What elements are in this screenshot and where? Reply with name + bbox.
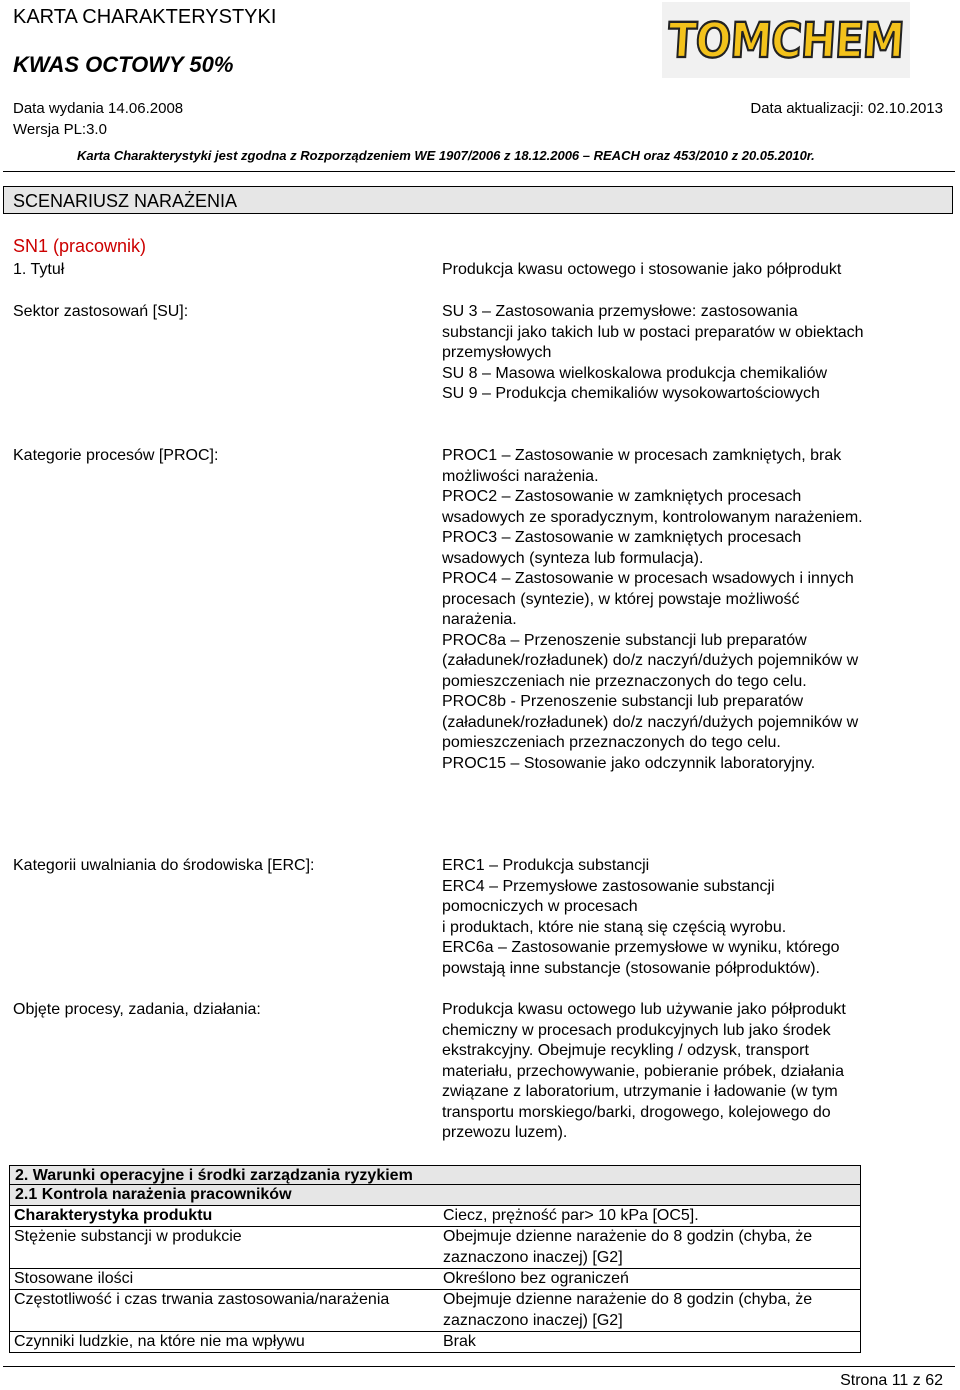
regulation-note: Karta Charakterystyki jest zgodna z Rozporządzeniem WE 1907/2006 z 18.12.2006 – REACH oraz 453/2010 z 20.05.2010r. — [77, 148, 815, 163]
table-row — [9, 1332, 861, 1353]
table-cell-value: Określono bez ograniczeń — [443, 1270, 629, 1287]
conditions-table — [9, 1206, 861, 1353]
company-logo — [662, 2, 910, 78]
header-rule — [3, 171, 955, 172]
table-row — [9, 1290, 861, 1332]
row-label: Objęte procesy, zadania, działania: — [13, 1001, 261, 1018]
version: Wersja PL:3.0 — [13, 121, 107, 138]
table-cell-value: Obejmuje dzienne narażenie do 8 godzin (chyba, że zaznaczono inaczej) [G2] — [443, 1228, 813, 1266]
section-2-1-heading: 2.1 Kontrola narażenia pracowników — [9, 1185, 861, 1206]
table-cell-value: Ciecz, prężność par> 10 kPa [OC5]. — [443, 1207, 699, 1224]
table-row — [9, 1206, 861, 1227]
section-title: SCENARIUSZ NARAŻENIA — [3, 186, 953, 214]
table-cell-label: Stosowane ilości — [14, 1270, 134, 1287]
row-label: Kategorie procesów [PROC]: — [13, 447, 219, 464]
row-value: Produkcja kwasu octowego i stosowanie jako półprodukt — [442, 261, 842, 278]
table-row — [9, 1269, 861, 1290]
document-title: KARTA CHARAKTERYSTYKI — [13, 6, 277, 28]
table-row — [9, 1227, 861, 1269]
row-value: Produkcja kwasu octowego lub używanie jako półprodukt chemiczny w procesach produkcyjnych lub jako środek ekstrakcyjny. Obejmuje recykling / odzysk, transport materiału, przechowywanie, pobieranie próbek, działania związane z laboratorium, utrzymanie i ładowanie (w tym transportu morskiego/barki, drogowego, kolejowego do przewozu luzem). — [442, 1001, 846, 1141]
table-cell-value: Obejmuje dzienne narażenie do 8 godzin (chyba, że zaznaczono inaczej) [G2] — [443, 1291, 813, 1329]
table-cell-label: Charakterystyka produktu — [14, 1207, 213, 1224]
table-cell-label: Stężenie substancji w produkcie — [14, 1228, 242, 1245]
update-date: Data aktualizacji: 02.10.2013 — [750, 100, 943, 117]
issue-date: Data wydania 14.06.2008 — [13, 100, 184, 117]
row-label: Sektor zastosowań [SU]: — [13, 303, 189, 320]
footer-rule — [3, 1366, 955, 1367]
page-number: Strona 11 z 62 — [840, 1372, 943, 1389]
row-label: Kategorii uwalniania do środowiska [ERC]: — [13, 857, 315, 874]
table-cell-label: Częstotliwość i czas trwania zastosowania/narażenia — [14, 1291, 390, 1308]
table-cell-label: Czynniki ludzkie, na które nie ma wpływu — [14, 1333, 305, 1350]
row-value: PROC1 – Zastosowanie w procesach zamkniętych, brak możliwości narażenia. PROC2 – Zastosowanie w zamkniętych procesach wsadowych ze sporadycznym, kontrolowanym narażeniem. PROC3 – Zastosowanie w zamkniętych procesach wsadowych (synteza lub formulacja). PROC4 – Zastosowanie w procesach wsadowych i innych procesach (syntezie), w której powstaje możliwość narażenia. PROC8a – Przenoszenie substancji lub preparatów (załadunek/rozładunek) do/z naczyń/dużych pojemników w pomieszczeniach nie przeznaczonych do tego celu. PROC8b - Przenoszenie substancji lub preparatów (załadunek/rozładunek) do/z naczyń/dużych pojemników w pomieszczeniach przeznaczonych do tego celu. PROC15 – Stosowanie jako odczynnik laboratoryjny. — [442, 447, 863, 772]
table-cell-value: Brak — [443, 1333, 476, 1350]
row-value: ERC1 – Produkcja substancji ERC4 – Przemysłowe zastosowanie substancji pomocniczych w procesach i produktach, które nie staną się częścią wyrobu. ERC6a – Zastosowanie przemysłowe w wyniku, którego powstają inne substancje (stosowanie półproduktów). — [442, 857, 840, 977]
row-label: 1. Tytuł — [13, 261, 65, 278]
section-2-heading: 2. Warunki operacyjne i środki zarządzania ryzykiem — [9, 1165, 861, 1185]
scenario-title: SN1 (pracownik) — [13, 236, 147, 256]
product-name: KWAS OCTOWY 50% — [13, 52, 234, 77]
logo-wordmark: TOMCHEM — [666, 11, 906, 69]
row-value: SU 3 – Zastosowania przemysłowe: zastosowania substancji jako takich lub w postaci preparatów w obiektach przemysłowych SU 8 – Masowa wielkoskalowa produkcja chemikaliów SU 9 – Produkcja chemikaliów wysokowartościowych — [442, 303, 864, 402]
